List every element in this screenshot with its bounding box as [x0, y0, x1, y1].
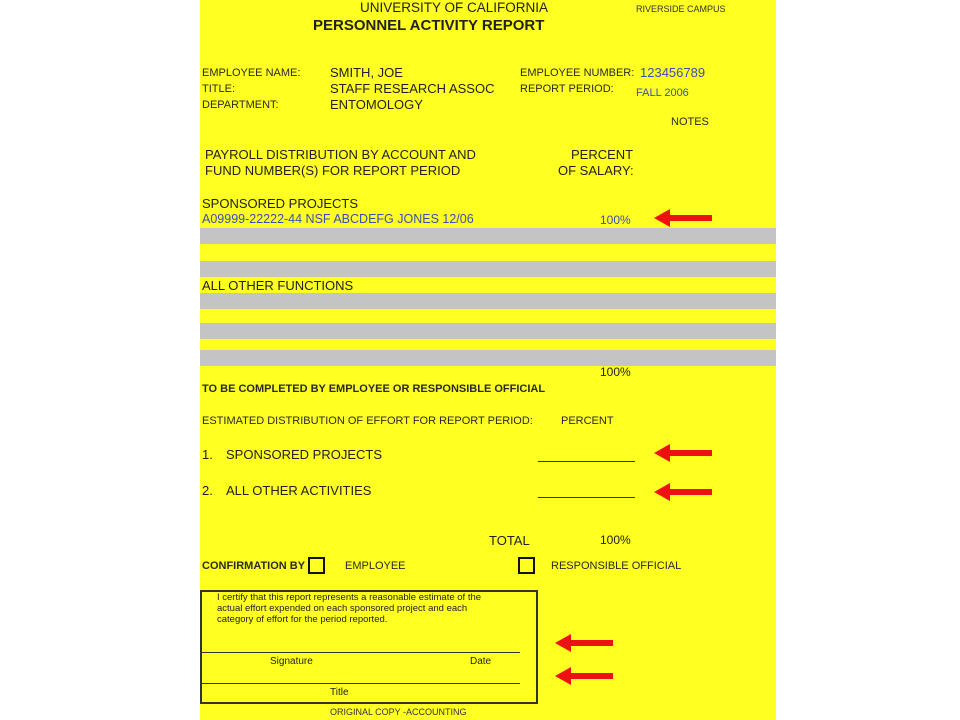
- employee-number-label: EMPLOYEE NUMBER:: [520, 67, 635, 79]
- date-label: Date: [470, 656, 492, 667]
- copy-label: ORIGINAL COPY -ACCOUNTING: [330, 707, 467, 717]
- sponsored-arrow-icon: [654, 208, 714, 228]
- payroll-heading-line1: PAYROLL DISTRIBUTION BY ACCOUNT AND: [205, 147, 476, 162]
- item2-label: ALL OTHER ACTIVITIES: [226, 483, 372, 498]
- official-checkbox[interactable]: [518, 557, 535, 574]
- sponsored-effort-arrow-icon: [654, 443, 714, 463]
- sponsored-account: A09999-22222-44 NSF ABCDEFG JONES 12/06: [202, 212, 474, 226]
- title-line[interactable]: [200, 683, 520, 684]
- sponsored-projects-label: SPONSORED PROJECTS: [202, 196, 359, 211]
- signature-arrow-icon: [555, 633, 615, 653]
- department-value: ENTOMOLOGY: [330, 97, 423, 112]
- item2-number: 2.: [202, 483, 213, 498]
- estimated-distribution-label: ESTIMATED DISTRIBUTION OF EFFORT FOR REPORT PERIOD:: [202, 415, 533, 427]
- effort-percent-label: PERCENT: [561, 415, 614, 427]
- all-other-functions-label: ALL OTHER FUNCTIONS: [202, 278, 354, 293]
- university-name: UNIVERSITY OF CALIFORNIA: [360, 0, 549, 15]
- payroll-total-percent: 100%: [600, 365, 631, 379]
- cert-title-label: Title: [330, 687, 349, 698]
- department-label: DEPARTMENT:: [202, 99, 279, 111]
- report-title: PERSONNEL ACTIVITY REPORT: [313, 17, 545, 34]
- campus-name: RIVERSIDE CAMPUS: [636, 4, 726, 14]
- certification-text-line3: category of effort for the period reported.: [217, 614, 388, 625]
- percent-heading-line1: PERCENT: [571, 147, 634, 162]
- activity-report-form: [200, 0, 776, 720]
- employee-name-label: EMPLOYEE NAME:: [202, 67, 301, 79]
- employee-number-value: 123456789: [640, 65, 706, 80]
- gray-band: [200, 228, 776, 244]
- effort-heading: TO BE COMPLETED BY EMPLOYEE OR RESPONSIBLE OFFICIAL: [202, 383, 546, 395]
- title-label: TITLE:: [202, 83, 236, 95]
- employee-checkbox[interactable]: [308, 557, 325, 574]
- report-period-label: REPORT PERIOD:: [520, 83, 614, 95]
- sponsored-effort-field[interactable]: [538, 461, 635, 462]
- official-checkbox-label: RESPONSIBLE OFFICIAL: [551, 560, 682, 572]
- confirmation-label: CONFIRMATION BY: [202, 560, 306, 572]
- other-effort-arrow-icon: [654, 482, 714, 502]
- title-arrow-icon: [555, 666, 615, 686]
- effort-total-value: 100%: [600, 533, 631, 547]
- gray-band: [200, 261, 776, 277]
- certification-text-line1: I certify that this report represents a reasonable estimate of the: [217, 592, 482, 603]
- effort-total-label: TOTAL: [489, 533, 530, 548]
- gray-band: [200, 350, 776, 366]
- item1-label: SPONSORED PROJECTS: [226, 447, 383, 462]
- certification-text-line2: actual effort expended on each sponsored project and each: [217, 603, 468, 614]
- signature-line[interactable]: [200, 652, 520, 653]
- gray-band: [200, 323, 776, 339]
- percent-heading-line2: OF SALARY:: [558, 163, 634, 178]
- notes-label: NOTES: [671, 116, 709, 128]
- signature-label: Signature: [270, 656, 313, 667]
- report-period-value: FALL 2006: [636, 87, 689, 99]
- other-effort-field[interactable]: [538, 497, 635, 498]
- title-value: STAFF RESEARCH ASSOC: [330, 81, 495, 96]
- gray-band: [200, 293, 776, 309]
- payroll-heading-line2: FUND NUMBER(S) FOR REPORT PERIOD: [205, 163, 461, 178]
- item1-number: 1.: [202, 447, 213, 462]
- sponsored-percent: 100%: [600, 213, 631, 227]
- employee-checkbox-label: EMPLOYEE: [345, 560, 406, 572]
- employee-name-value: SMITH, JOE: [330, 65, 403, 80]
